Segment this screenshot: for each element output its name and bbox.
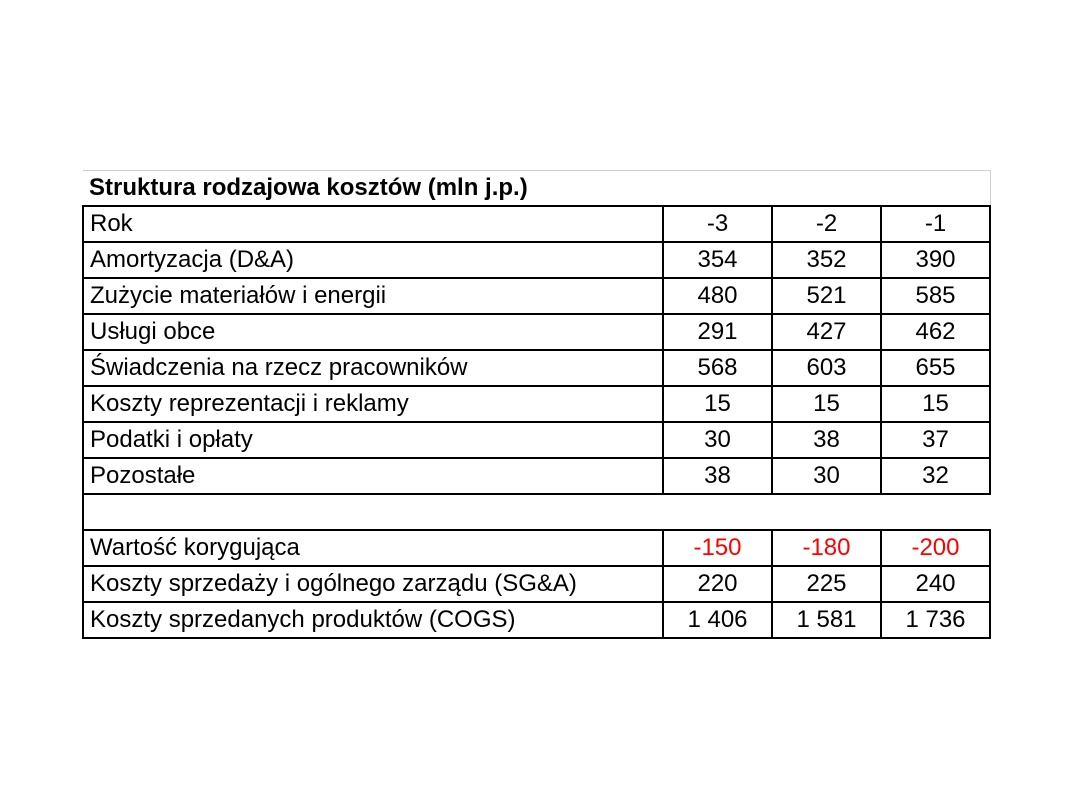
table-row bbox=[83, 350, 990, 386]
row-label: Koszty sprzedanych produktów (COGS) bbox=[83, 602, 663, 638]
table-row bbox=[83, 386, 990, 422]
value-cell: 37 bbox=[881, 422, 990, 458]
value-cell: 1 581 bbox=[772, 602, 881, 638]
value-cell: 38 bbox=[663, 458, 772, 494]
row-label: Koszty reprezentacji i reklamy bbox=[83, 386, 663, 422]
value-cell: 30 bbox=[663, 422, 772, 458]
year-header: -1 bbox=[881, 206, 990, 242]
value-cell: 352 bbox=[772, 242, 881, 278]
spacer-cell bbox=[83, 494, 663, 530]
value-cell: 15 bbox=[772, 386, 881, 422]
table-row bbox=[83, 278, 990, 314]
negative-value-cell: -180 bbox=[772, 530, 881, 566]
summary-row bbox=[83, 602, 990, 638]
title-row bbox=[83, 171, 990, 207]
value-cell: 225 bbox=[772, 566, 881, 602]
negative-value-cell: -150 bbox=[663, 530, 772, 566]
summary-row bbox=[83, 530, 990, 566]
spacer-cell bbox=[881, 494, 990, 530]
row-label: Pozostałe bbox=[83, 458, 663, 494]
table-title: Struktura rodzajowa kosztów (mln j.p.) bbox=[83, 171, 990, 207]
row-label: Usługi obce bbox=[83, 314, 663, 350]
row-label: Podatki i opłaty bbox=[83, 422, 663, 458]
value-cell: 291 bbox=[663, 314, 772, 350]
row-label: Koszty sprzedaży i ogólnego zarządu (SG&A) bbox=[83, 566, 663, 602]
year-header: -2 bbox=[772, 206, 881, 242]
spacer-cell bbox=[772, 494, 881, 530]
value-cell: 38 bbox=[772, 422, 881, 458]
spacer-cell bbox=[663, 494, 772, 530]
negative-value-cell: -200 bbox=[881, 530, 990, 566]
value-cell: 15 bbox=[663, 386, 772, 422]
value-cell: 603 bbox=[772, 350, 881, 386]
spacer-row bbox=[83, 494, 990, 530]
row-label: Wartość korygująca bbox=[83, 530, 663, 566]
row-label: Amortyzacja (D&A) bbox=[83, 242, 663, 278]
value-cell: 15 bbox=[881, 386, 990, 422]
header-row bbox=[83, 206, 990, 242]
cost-structure-table bbox=[82, 170, 991, 639]
value-cell: 462 bbox=[881, 314, 990, 350]
value-cell: 30 bbox=[772, 458, 881, 494]
row-label: Świadczenia na rzecz pracowników bbox=[83, 350, 663, 386]
value-cell: 568 bbox=[663, 350, 772, 386]
value-cell: 585 bbox=[881, 278, 990, 314]
value-cell: 220 bbox=[663, 566, 772, 602]
value-cell: 240 bbox=[881, 566, 990, 602]
table-row bbox=[83, 314, 990, 350]
value-cell: 1 736 bbox=[881, 602, 990, 638]
value-cell: 1 406 bbox=[663, 602, 772, 638]
summary-row bbox=[83, 566, 990, 602]
value-cell: 390 bbox=[881, 242, 990, 278]
row-label: Zużycie materiałów i energii bbox=[83, 278, 663, 314]
table-row bbox=[83, 242, 990, 278]
value-cell: 655 bbox=[881, 350, 990, 386]
value-cell: 521 bbox=[772, 278, 881, 314]
header-label: Rok bbox=[83, 206, 663, 242]
year-header: -3 bbox=[663, 206, 772, 242]
value-cell: 427 bbox=[772, 314, 881, 350]
value-cell: 354 bbox=[663, 242, 772, 278]
table-row bbox=[83, 422, 990, 458]
table-row bbox=[83, 458, 990, 494]
value-cell: 480 bbox=[663, 278, 772, 314]
value-cell: 32 bbox=[881, 458, 990, 494]
